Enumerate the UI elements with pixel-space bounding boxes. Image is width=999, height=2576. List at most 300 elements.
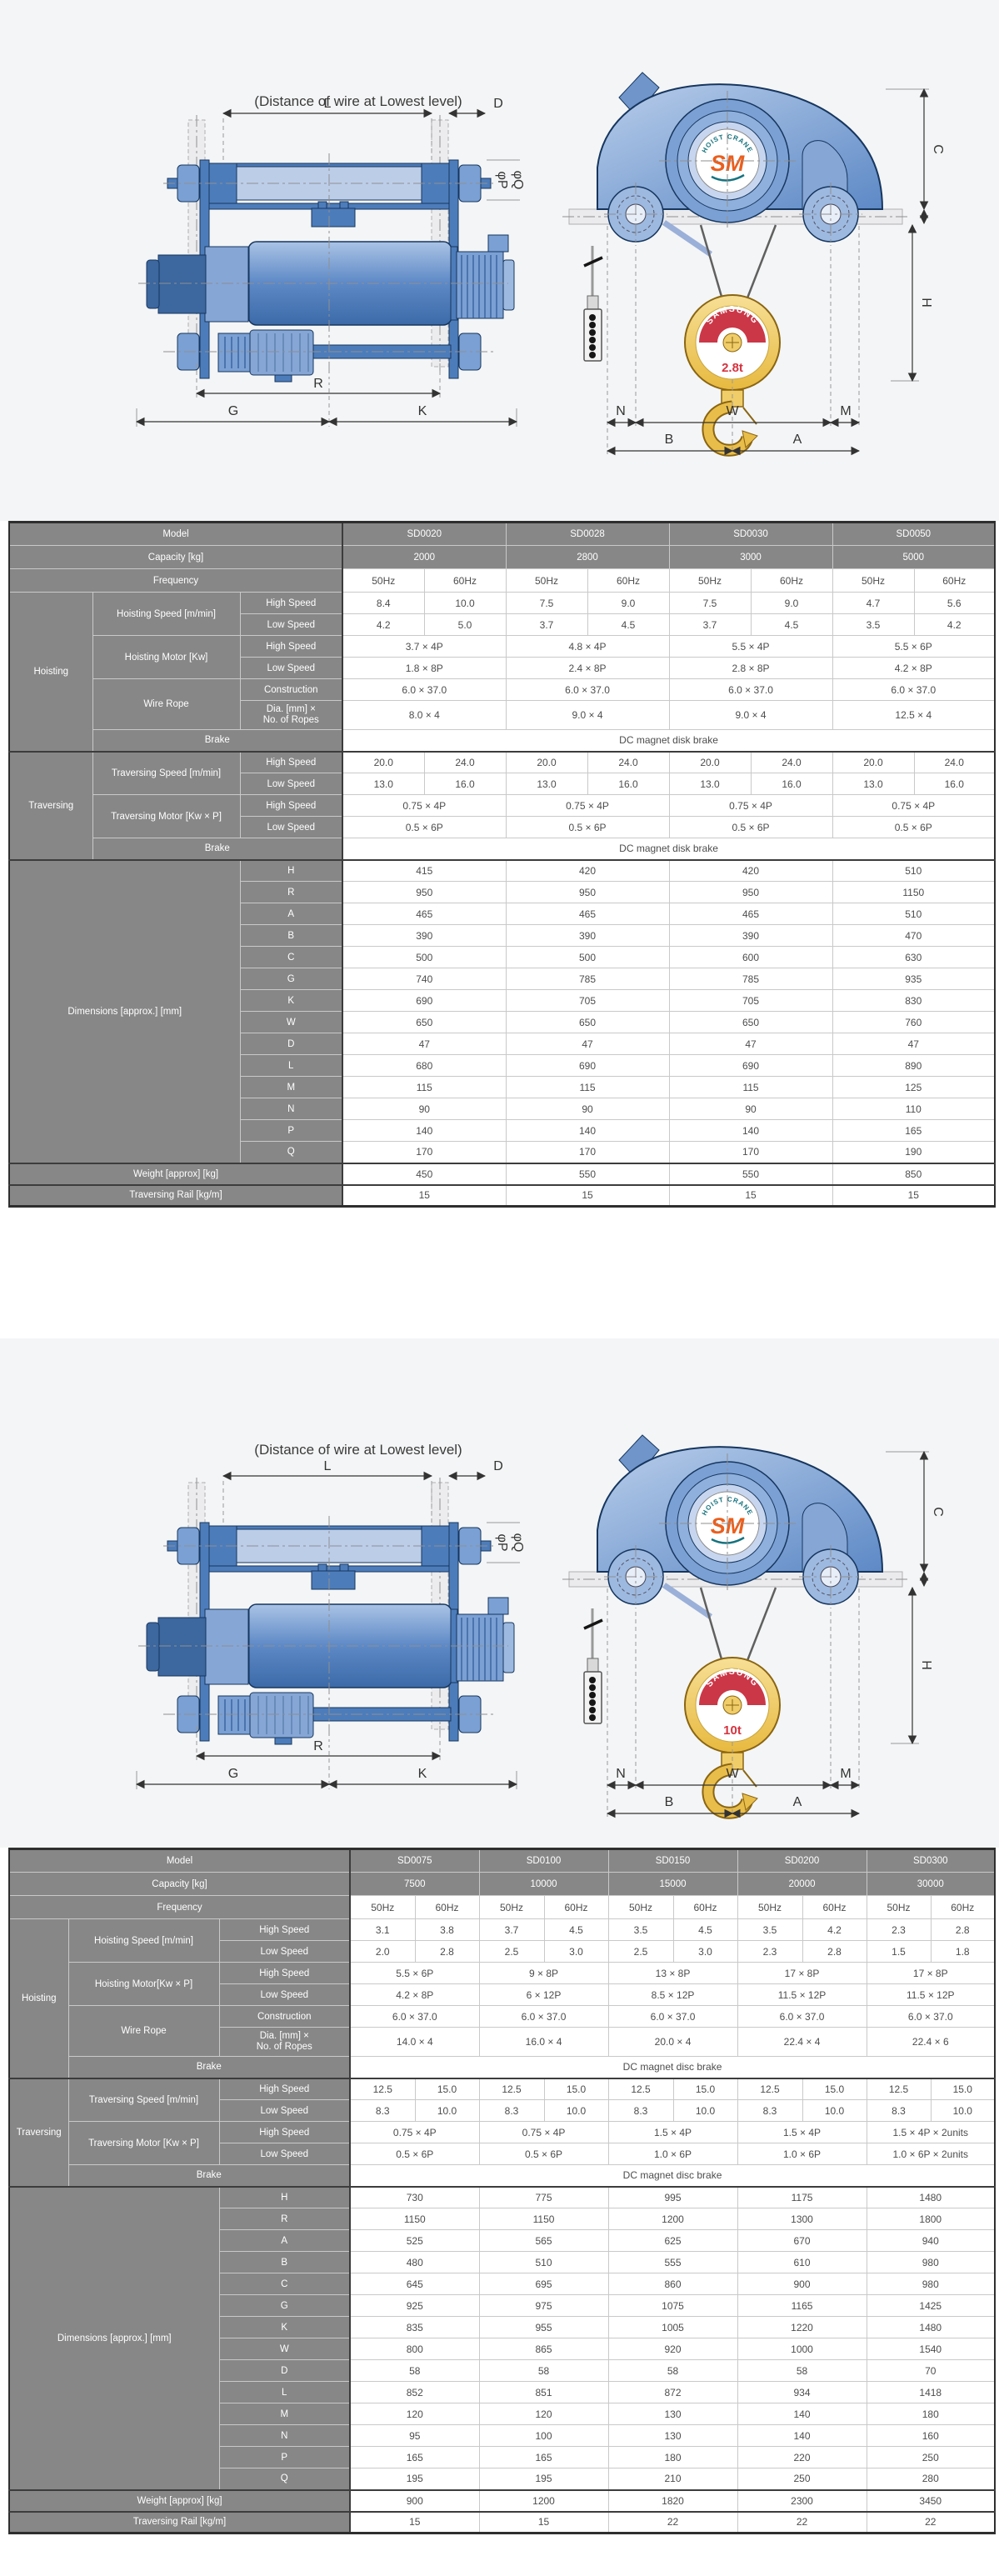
value-cell: 975 <box>479 2295 608 2317</box>
value-cell: 4.8 × 4P <box>506 636 669 658</box>
value-cell: 8.3 <box>608 2100 673 2122</box>
value-cell: 0.5 × 6P <box>669 817 832 838</box>
value-cell: 12.5 <box>479 2078 544 2100</box>
value-cell: 500 <box>342 947 506 968</box>
row-label: Model <box>9 1849 350 1873</box>
value-cell: 50Hz <box>737 1896 802 1919</box>
value-cell: 1540 <box>867 2338 995 2360</box>
value-cell: 8.3 <box>737 2100 802 2122</box>
value-cell: 1165 <box>737 2295 867 2317</box>
value-cell: 195 <box>350 2468 479 2490</box>
value-cell: 95 <box>350 2425 479 2447</box>
row-label: W <box>219 2338 350 2360</box>
value-cell: 13.0 <box>342 773 424 795</box>
value-cell: 705 <box>669 990 832 1012</box>
value-cell: 900 <box>737 2273 867 2295</box>
row-label: Weight [approx] [kg] <box>9 1163 342 1185</box>
side-view-1 <box>125 83 533 433</box>
row-label: K <box>240 990 342 1012</box>
row-label: Low Speed <box>219 1984 350 2006</box>
value-cell: 0.5 × 6P <box>832 817 995 838</box>
value-cell: 16.0 × 4 <box>479 2028 608 2057</box>
value-cell: 625 <box>608 2230 737 2252</box>
value-cell: 58 <box>608 2360 737 2382</box>
value-cell: 3.7 <box>479 1919 544 1941</box>
row-label: H <box>240 860 342 882</box>
value-cell: 1.8 × 8P <box>342 658 506 679</box>
value-cell: 1075 <box>608 2295 737 2317</box>
value-cell: 20.0 × 4 <box>608 2028 737 2057</box>
row-label: R <box>240 882 342 903</box>
value-cell: 190 <box>832 1142 995 1163</box>
value-cell: 22.4 × 6 <box>867 2028 995 2057</box>
row-label: Traversing <box>9 752 92 860</box>
value-cell: DC magnet disk brake <box>342 838 995 860</box>
row-label: Traversing Motor [Kw × P] <box>68 2122 219 2165</box>
value-cell: 730 <box>350 2187 479 2208</box>
value-cell: 8.3 <box>867 2100 931 2122</box>
value-cell: 140 <box>737 2425 867 2447</box>
value-cell: 60Hz <box>751 569 832 593</box>
value-cell: 3.5 <box>832 614 914 636</box>
value-cell: 170 <box>342 1142 506 1163</box>
value-cell: 4.5 <box>587 614 669 636</box>
value-cell: 15.0 <box>931 2078 995 2100</box>
value-cell: 890 <box>832 1055 995 1077</box>
value-cell: 9 × 8P <box>479 1963 608 1984</box>
value-cell: 0.75 × 4P <box>342 795 506 817</box>
value-cell: 10.0 <box>673 2100 737 2122</box>
value-cell: 24.0 <box>751 752 832 773</box>
row-label: A <box>240 903 342 925</box>
model-cell: SD0020 <box>342 523 506 546</box>
value-cell: 2.8 <box>931 1919 995 1941</box>
row-label: Construction <box>219 2006 350 2028</box>
value-cell: 58 <box>350 2360 479 2382</box>
spec-table-2 <box>8 1848 996 2534</box>
value-cell: 465 <box>506 903 669 925</box>
value-cell: 50Hz <box>479 1896 544 1919</box>
value-cell: 420 <box>669 860 832 882</box>
value-cell: 8.3 <box>350 2100 415 2122</box>
value-cell: 1150 <box>832 882 995 903</box>
row-label: Brake <box>92 730 342 752</box>
value-cell: 3.5 <box>608 1919 673 1941</box>
value-cell: 630 <box>832 947 995 968</box>
value-cell: 170 <box>506 1142 669 1163</box>
value-cell: 11.5 × 12P <box>867 1984 995 2006</box>
side-view-2 <box>125 1446 533 1796</box>
value-cell: 555 <box>608 2252 737 2273</box>
value-cell: 3.0 <box>673 1941 737 1963</box>
value-cell: 920 <box>608 2338 737 2360</box>
value-cell: 100 <box>479 2425 608 2447</box>
value-cell: 50Hz <box>867 1896 931 1919</box>
value-cell: 12.5 <box>737 2078 802 2100</box>
value-cell: 4.5 <box>673 1919 737 1941</box>
value-cell: 510 <box>479 2252 608 2273</box>
value-cell: 15 <box>342 1185 506 1207</box>
row-label: N <box>219 2425 350 2447</box>
row-label: G <box>240 968 342 990</box>
value-cell: 170 <box>669 1142 832 1163</box>
value-cell: 160 <box>867 2425 995 2447</box>
value-cell: 690 <box>342 990 506 1012</box>
value-cell: 1480 <box>867 2317 995 2338</box>
value-cell: 500 <box>506 947 669 968</box>
row-label: K <box>219 2317 350 2338</box>
value-cell: 24.0 <box>424 752 506 773</box>
value-cell: 0.75 × 4P <box>479 2122 608 2143</box>
value-cell: 14.0 × 4 <box>350 2028 479 2057</box>
row-label: Traversing <box>9 2078 68 2187</box>
value-cell: 10.0 <box>931 2100 995 2122</box>
value-cell: 15 <box>350 2512 479 2533</box>
value-cell: 4.7 <box>832 593 914 614</box>
value-cell: 50Hz <box>342 569 424 593</box>
value-cell: 670 <box>737 2230 867 2252</box>
value-cell: 1800 <box>867 2208 995 2230</box>
value-cell: 760 <box>832 1012 995 1033</box>
value-cell: 550 <box>669 1163 832 1185</box>
value-cell: 8.0 × 4 <box>342 701 506 730</box>
value-cell: 0.5 × 6P <box>342 817 506 838</box>
value-cell: 785 <box>669 968 832 990</box>
value-cell: 24.0 <box>914 752 995 773</box>
value-cell: 1.8 <box>931 1941 995 1963</box>
value-cell: 20.0 <box>832 752 914 773</box>
value-cell: 2.8 × 8P <box>669 658 832 679</box>
value-cell: 11.5 × 12P <box>737 1984 867 2006</box>
value-cell: 15.0 <box>673 2078 737 2100</box>
row-label: Q <box>219 2468 350 2490</box>
row-label: Frequency <box>9 569 342 593</box>
value-cell: 60Hz <box>802 1896 867 1919</box>
row-label: C <box>219 2273 350 2295</box>
value-cell: DC magnet disc brake <box>350 2165 995 2187</box>
value-cell: 13.0 <box>832 773 914 795</box>
value-cell: 740 <box>342 968 506 990</box>
value-cell: 2.5 <box>608 1941 673 1963</box>
value-cell: 1418 <box>867 2382 995 2403</box>
row-label: L <box>219 2382 350 2403</box>
value-cell: 940 <box>867 2230 995 2252</box>
row-label: D <box>219 2360 350 2382</box>
value-cell: 5.6 <box>914 593 995 614</box>
drawing-title-2: (Distance of wire at Lowest level) <box>254 1442 462 1458</box>
value-cell: 195 <box>479 2468 608 2490</box>
hook-capacity-1: 2.8t <box>722 361 743 375</box>
value-cell: 2.0 <box>350 1941 415 1963</box>
value-cell: 2.4 × 8P <box>506 658 669 679</box>
value-cell: 6.0 × 37.0 <box>832 679 995 701</box>
model-cell: SD0075 <box>350 1849 479 1873</box>
value-cell: 60Hz <box>931 1896 995 1919</box>
value-cell: 3.0 <box>544 1941 608 1963</box>
value-cell: 2.5 <box>479 1941 544 1963</box>
value-cell: 8.5 × 12P <box>608 1984 737 2006</box>
row-label: High Speed <box>219 1963 350 1984</box>
value-cell: 1820 <box>608 2490 737 2512</box>
value-cell: 15 <box>479 2512 608 2533</box>
value-cell: 6.0 × 37.0 <box>479 2006 608 2028</box>
value-cell: 15 <box>669 1185 832 1207</box>
value-cell: 935 <box>832 968 995 990</box>
row-label: Traversing Speed [m/min] <box>92 752 240 795</box>
value-cell: 180 <box>608 2447 737 2468</box>
row-label: Frequency <box>9 1896 350 1919</box>
value-cell: 690 <box>669 1055 832 1077</box>
row-label: Dia. [mm] × No. of Ropes <box>219 2028 350 2057</box>
value-cell: 872 <box>608 2382 737 2403</box>
value-cell: DC magnet disc brake <box>350 2057 995 2078</box>
value-cell: 4.2 × 8P <box>832 658 995 679</box>
value-cell: 955 <box>479 2317 608 2338</box>
value-cell: 1220 <box>737 2317 867 2338</box>
value-cell: 60Hz <box>587 569 669 593</box>
value-cell: 2.8 <box>415 1941 479 1963</box>
row-label: High Speed <box>240 795 342 817</box>
row-label: Dia. [mm] × No. of Ropes <box>240 701 342 730</box>
value-cell: 650 <box>669 1012 832 1033</box>
value-cell: 22 <box>608 2512 737 2533</box>
model-cell: SD0050 <box>832 523 995 546</box>
value-cell: 1200 <box>479 2490 608 2512</box>
value-cell: 0.5 × 6P <box>479 2143 608 2165</box>
value-cell: 550 <box>506 1163 669 1185</box>
row-label: Hoisting Speed [m/min] <box>92 593 240 636</box>
row-label: P <box>219 2447 350 2468</box>
value-cell: 12.5 <box>867 2078 931 2100</box>
value-cell: 950 <box>342 882 506 903</box>
value-cell: 20.0 <box>669 752 751 773</box>
row-label: W <box>240 1012 342 1033</box>
value-cell: 525 <box>350 2230 479 2252</box>
value-cell: 165 <box>832 1120 995 1142</box>
value-cell: 50Hz <box>506 569 587 593</box>
value-cell: 2.3 <box>867 1919 931 1941</box>
value-cell: 60Hz <box>673 1896 737 1919</box>
model-cell: SD0030 <box>669 523 832 546</box>
row-label: Hoisting Motor[Kw × P] <box>68 1963 219 2006</box>
value-cell: 2300 <box>737 2490 867 2512</box>
value-cell: 90 <box>342 1098 506 1120</box>
row-label: L <box>240 1055 342 1077</box>
value-cell: 3.7 <box>506 614 587 636</box>
row-label: Hoisting <box>9 593 92 752</box>
value-cell: 925 <box>350 2295 479 2317</box>
value-cell: 10000 <box>479 1873 608 1896</box>
value-cell: 4.2 <box>342 614 424 636</box>
value-cell: 785 <box>506 968 669 990</box>
row-label: Brake <box>68 2057 350 2078</box>
value-cell: 50Hz <box>608 1896 673 1919</box>
value-cell: 5000 <box>832 546 995 569</box>
value-cell: 705 <box>506 990 669 1012</box>
value-cell: 22.4 × 4 <box>737 2028 867 2057</box>
value-cell: 4.5 <box>544 1919 608 1941</box>
value-cell: 15.0 <box>544 2078 608 2100</box>
row-label: M <box>219 2403 350 2425</box>
value-cell: 10.0 <box>544 2100 608 2122</box>
row-label: High Speed <box>240 593 342 614</box>
spec-table-1 <box>8 521 996 1208</box>
value-cell: 565 <box>479 2230 608 2252</box>
value-cell: 775 <box>479 2187 608 2208</box>
value-cell: 1.5 <box>867 1941 931 1963</box>
value-cell: 6.0 × 37.0 <box>506 679 669 701</box>
value-cell: 1.0 × 6P <box>608 2143 737 2165</box>
value-cell: 3.5 <box>737 1919 802 1941</box>
value-cell: 680 <box>342 1055 506 1077</box>
value-cell: 645 <box>350 2273 479 2295</box>
row-label: Q <box>240 1142 342 1163</box>
row-label: Capacity [kg] <box>9 1873 350 1896</box>
value-cell: 13 × 8P <box>608 1963 737 1984</box>
row-label: Hoisting <box>9 1919 68 2078</box>
row-label: C <box>240 947 342 968</box>
value-cell: 5.5 × 6P <box>832 636 995 658</box>
value-cell: 140 <box>342 1120 506 1142</box>
row-label: High Speed <box>240 752 342 773</box>
value-cell: 600 <box>669 947 832 968</box>
hook-capacity-2: 10t <box>723 1723 742 1738</box>
row-label: Dimensions [approx.] [mm] <box>9 2187 219 2490</box>
value-cell: 3.7 <box>669 614 751 636</box>
value-cell: 390 <box>669 925 832 947</box>
value-cell: 450 <box>342 1163 506 1185</box>
value-cell: 5.5 × 4P <box>669 636 832 658</box>
value-cell: 4.2 <box>802 1919 867 1941</box>
value-cell: 0.75 × 4P <box>350 2122 479 2143</box>
row-label: Traversing Rail [kg/m] <box>9 1185 342 1207</box>
value-cell: 17 × 8P <box>737 1963 867 1984</box>
value-cell: 140 <box>669 1120 832 1142</box>
value-cell: 3.1 <box>350 1919 415 1941</box>
row-label: Wire Rope <box>92 679 240 730</box>
value-cell: 5.5 × 6P <box>350 1963 479 1984</box>
value-cell: 1.0 × 6P <box>737 2143 867 2165</box>
value-cell: 30000 <box>867 1873 995 1896</box>
row-label: Low Speed <box>240 773 342 795</box>
row-label: H <box>219 2187 350 2208</box>
value-cell: 15 <box>506 1185 669 1207</box>
value-cell: 860 <box>608 2273 737 2295</box>
value-cell: 12.5 <box>608 2078 673 2100</box>
value-cell: 220 <box>737 2447 867 2468</box>
value-cell: 10.0 <box>415 2100 479 2122</box>
value-cell: 8.4 <box>342 593 424 614</box>
row-label: Traversing Speed [m/min] <box>68 2078 219 2122</box>
model-cell: SD0200 <box>737 1849 867 1873</box>
row-label: Model <box>9 523 342 546</box>
row-label: Low Speed <box>219 2100 350 2122</box>
value-cell: 3.8 <box>415 1919 479 1941</box>
value-cell: 830 <box>832 990 995 1012</box>
value-cell: 9.0 <box>751 593 832 614</box>
model-cell: SD0028 <box>506 523 669 546</box>
value-cell: 13.0 <box>506 773 587 795</box>
value-cell: 20000 <box>737 1873 867 1896</box>
row-label: Traversing Rail [kg/m] <box>9 2512 350 2533</box>
value-cell: 1425 <box>867 2295 995 2317</box>
value-cell: 20.0 <box>506 752 587 773</box>
value-cell: 1150 <box>350 2208 479 2230</box>
row-label: G <box>219 2295 350 2317</box>
value-cell: 0.75 × 4P <box>832 795 995 817</box>
value-cell: 16.0 <box>914 773 995 795</box>
row-label: D <box>240 1033 342 1055</box>
value-cell: 510 <box>832 903 995 925</box>
value-cell: 47 <box>669 1033 832 1055</box>
value-cell: 7500 <box>350 1873 479 1896</box>
value-cell: 465 <box>669 903 832 925</box>
value-cell: 390 <box>342 925 506 947</box>
value-cell: 1000 <box>737 2338 867 2360</box>
value-cell: 5.0 <box>424 614 506 636</box>
value-cell: 24.0 <box>587 752 669 773</box>
value-cell: 20.0 <box>342 752 424 773</box>
value-cell: 1.5 × 4P × 2units <box>867 2122 995 2143</box>
value-cell: 130 <box>608 2403 737 2425</box>
value-cell: 865 <box>479 2338 608 2360</box>
value-cell: 695 <box>479 2273 608 2295</box>
value-cell: 47 <box>506 1033 669 1055</box>
value-cell: 16.0 <box>424 773 506 795</box>
value-cell: 390 <box>506 925 669 947</box>
value-cell: 6.0 × 37.0 <box>350 2006 479 2028</box>
row-label: Construction <box>240 679 342 701</box>
row-label: M <box>240 1077 342 1098</box>
value-cell: 10.0 <box>802 2100 867 2122</box>
value-cell: 90 <box>506 1098 669 1120</box>
value-cell: 4.2 <box>914 614 995 636</box>
row-label: Low Speed <box>240 658 342 679</box>
value-cell: 980 <box>867 2273 995 2295</box>
value-cell: 415 <box>342 860 506 882</box>
value-cell: 22 <box>867 2512 995 2533</box>
row-label: N <box>240 1098 342 1120</box>
value-cell: 6 × 12P <box>479 1984 608 2006</box>
value-cell: 800 <box>350 2338 479 2360</box>
value-cell: 120 <box>350 2403 479 2425</box>
value-cell: 50Hz <box>832 569 914 593</box>
row-label: A <box>219 2230 350 2252</box>
drawing-title-1: (Distance of wire at Lowest level) <box>254 93 462 109</box>
value-cell: 2800 <box>506 546 669 569</box>
value-cell: 1.0 × 6P × 2units <box>867 2143 995 2165</box>
value-cell: 1.5 × 4P <box>737 2122 867 2143</box>
value-cell: 6.0 × 37.0 <box>867 2006 995 2028</box>
value-cell: 12.5 × 4 <box>832 701 995 730</box>
row-label: Brake <box>92 838 342 860</box>
value-cell: 60Hz <box>914 569 995 593</box>
model-cell: SD0300 <box>867 1849 995 1873</box>
value-cell: 2.8 <box>802 1941 867 1963</box>
row-label: Traversing Motor [Kw × P] <box>92 795 240 838</box>
value-cell: 6.0 × 37.0 <box>669 679 832 701</box>
row-label: Capacity [kg] <box>9 546 342 569</box>
value-cell: 22 <box>737 2512 867 2533</box>
row-label: Brake <box>68 2165 350 2187</box>
value-cell: 480 <box>350 2252 479 2273</box>
row-label: B <box>219 2252 350 2273</box>
row-label: Dimensions [approx.] [mm] <box>9 860 240 1163</box>
value-cell: 15.0 <box>802 2078 867 2100</box>
value-cell: 650 <box>506 1012 669 1033</box>
value-cell: 835 <box>350 2317 479 2338</box>
value-cell: 140 <box>737 2403 867 2425</box>
